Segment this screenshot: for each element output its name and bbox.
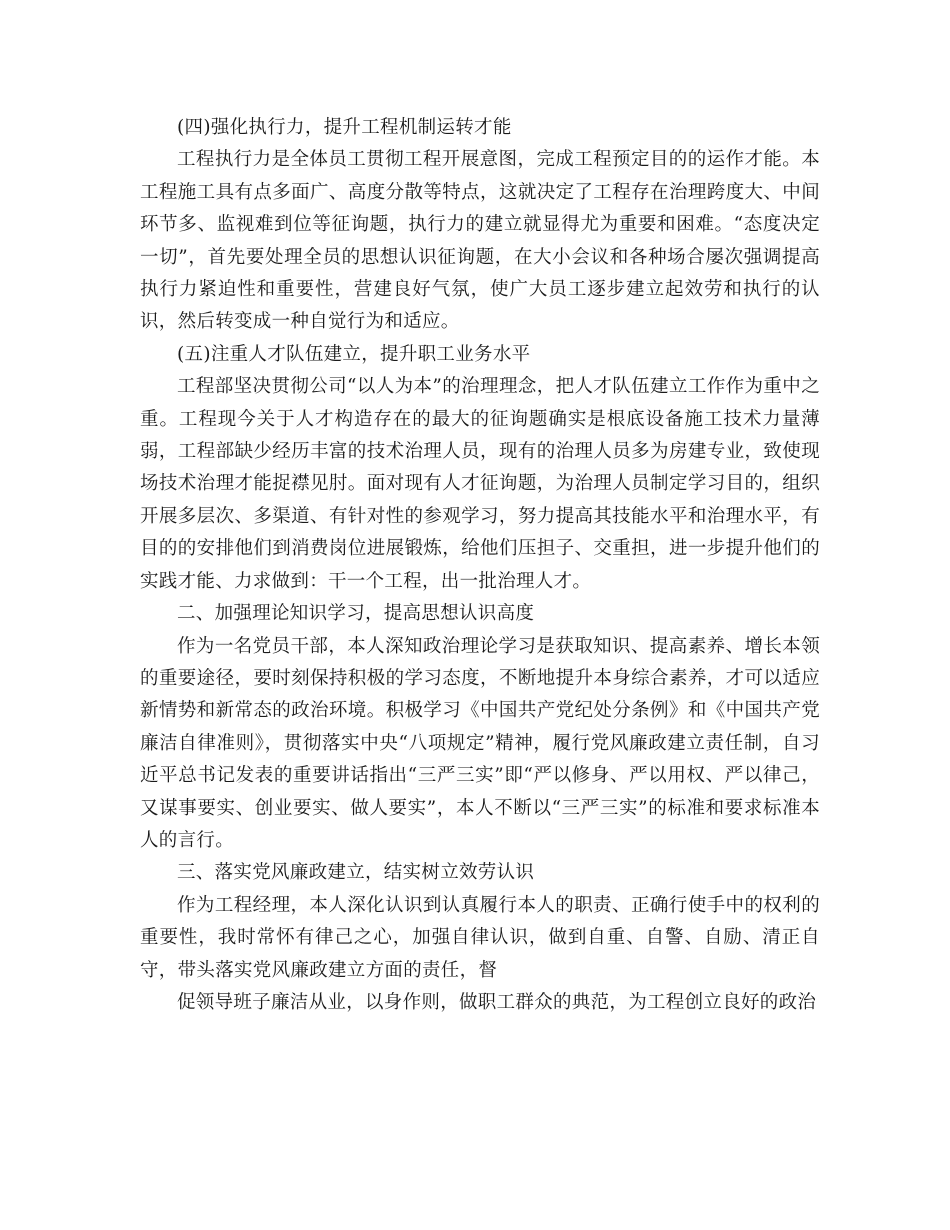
section-heading: 二、加强理论知识学习，提高思想认识高度 <box>177 603 535 625</box>
section-heading: (五)注重人才队伍建立，提升职工业务水平 <box>177 343 531 365</box>
body-paragraph: 作为一名党员干部，本人深知政治理论学习是获取知识、提高素养、增长本领的重要途径，要时刻保持积极的学习态度，不断地提升本身综合素养，才可以适应新情势和新常态的政治环境。积极学习《中国共产党纪处分条例》和《中国共产党廉洁自律准则》，贯彻落实中央“八项规定”精神，履行党风廉政建立责任制，自习近平总书记发表的重要讲话指出“三严三实”即“严以修身、严以用权、严以律己，又谋事要实、创业要实、做人要实”，本人不断以“三严三实”的标准和要求标准本人的言行。 <box>140 635 820 851</box>
section-heading: 三、落实党风廉政建立，结实树立效劳认识 <box>177 862 535 884</box>
body-paragraph: 作为工程经理，本人深化认识到认真履行本人的职责、正确行使手中的权利的重要性，我时常怀有律己之心，加强自律认识，做到自重、自警、自励、清正自守，带头落实党风廉政建立方面的责任，督 <box>140 894 820 981</box>
body-paragraph: 工程执行力是全体员工贯彻工程开展意图，完成工程预定目的的运作才能。本工程施工具有点多面广、高度分散等特点，这就决定了工程存在治理跨度大、中间环节多、监视难到位等征询题，执行力的建立就显得尤为重要和困难。“态度决定一切”，首先要处理全员的思想认识征询题，在大小会议和各种场合屡次强调提高执行力紧迫性和重要性，营建良好气氛，使广大员工逐步建立起效劳和执行的认识，然后转变成一种自觉行为和适应。 <box>140 149 820 333</box>
body-paragraph: 工程部坚决贯彻公司“以人为本”的治理理念，把人才队伍建立工作作为重中之重。工程现今关于人才构造存在的最大的征询题确实是根底设备施工技术力量薄弱，工程部缺少经历丰富的技术治理人员，现有的治理人员多为房建专业，致使现场技术治理才能捉襟见肘。面对现有人才征询题，为治理人员制定学习目的，组织开展多层次、多渠道、有针对性的参观学习，努力提高其技能水平和治理水平，有目的的安排他们到消费岗位进展锻炼，给他们压担子、交重担，进一步提升他们的实践才能、力求做到：干一个工程，出一批治理人才。 <box>140 376 820 592</box>
document-body <box>140 112 820 1019</box>
section-heading: (四)强化执行力，提升工程机制运转才能 <box>177 117 512 138</box>
body-paragraph: 促领导班子廉洁从业，以身作则，做职工群众的典范，为工程创立良好的政治 <box>177 991 817 1013</box>
